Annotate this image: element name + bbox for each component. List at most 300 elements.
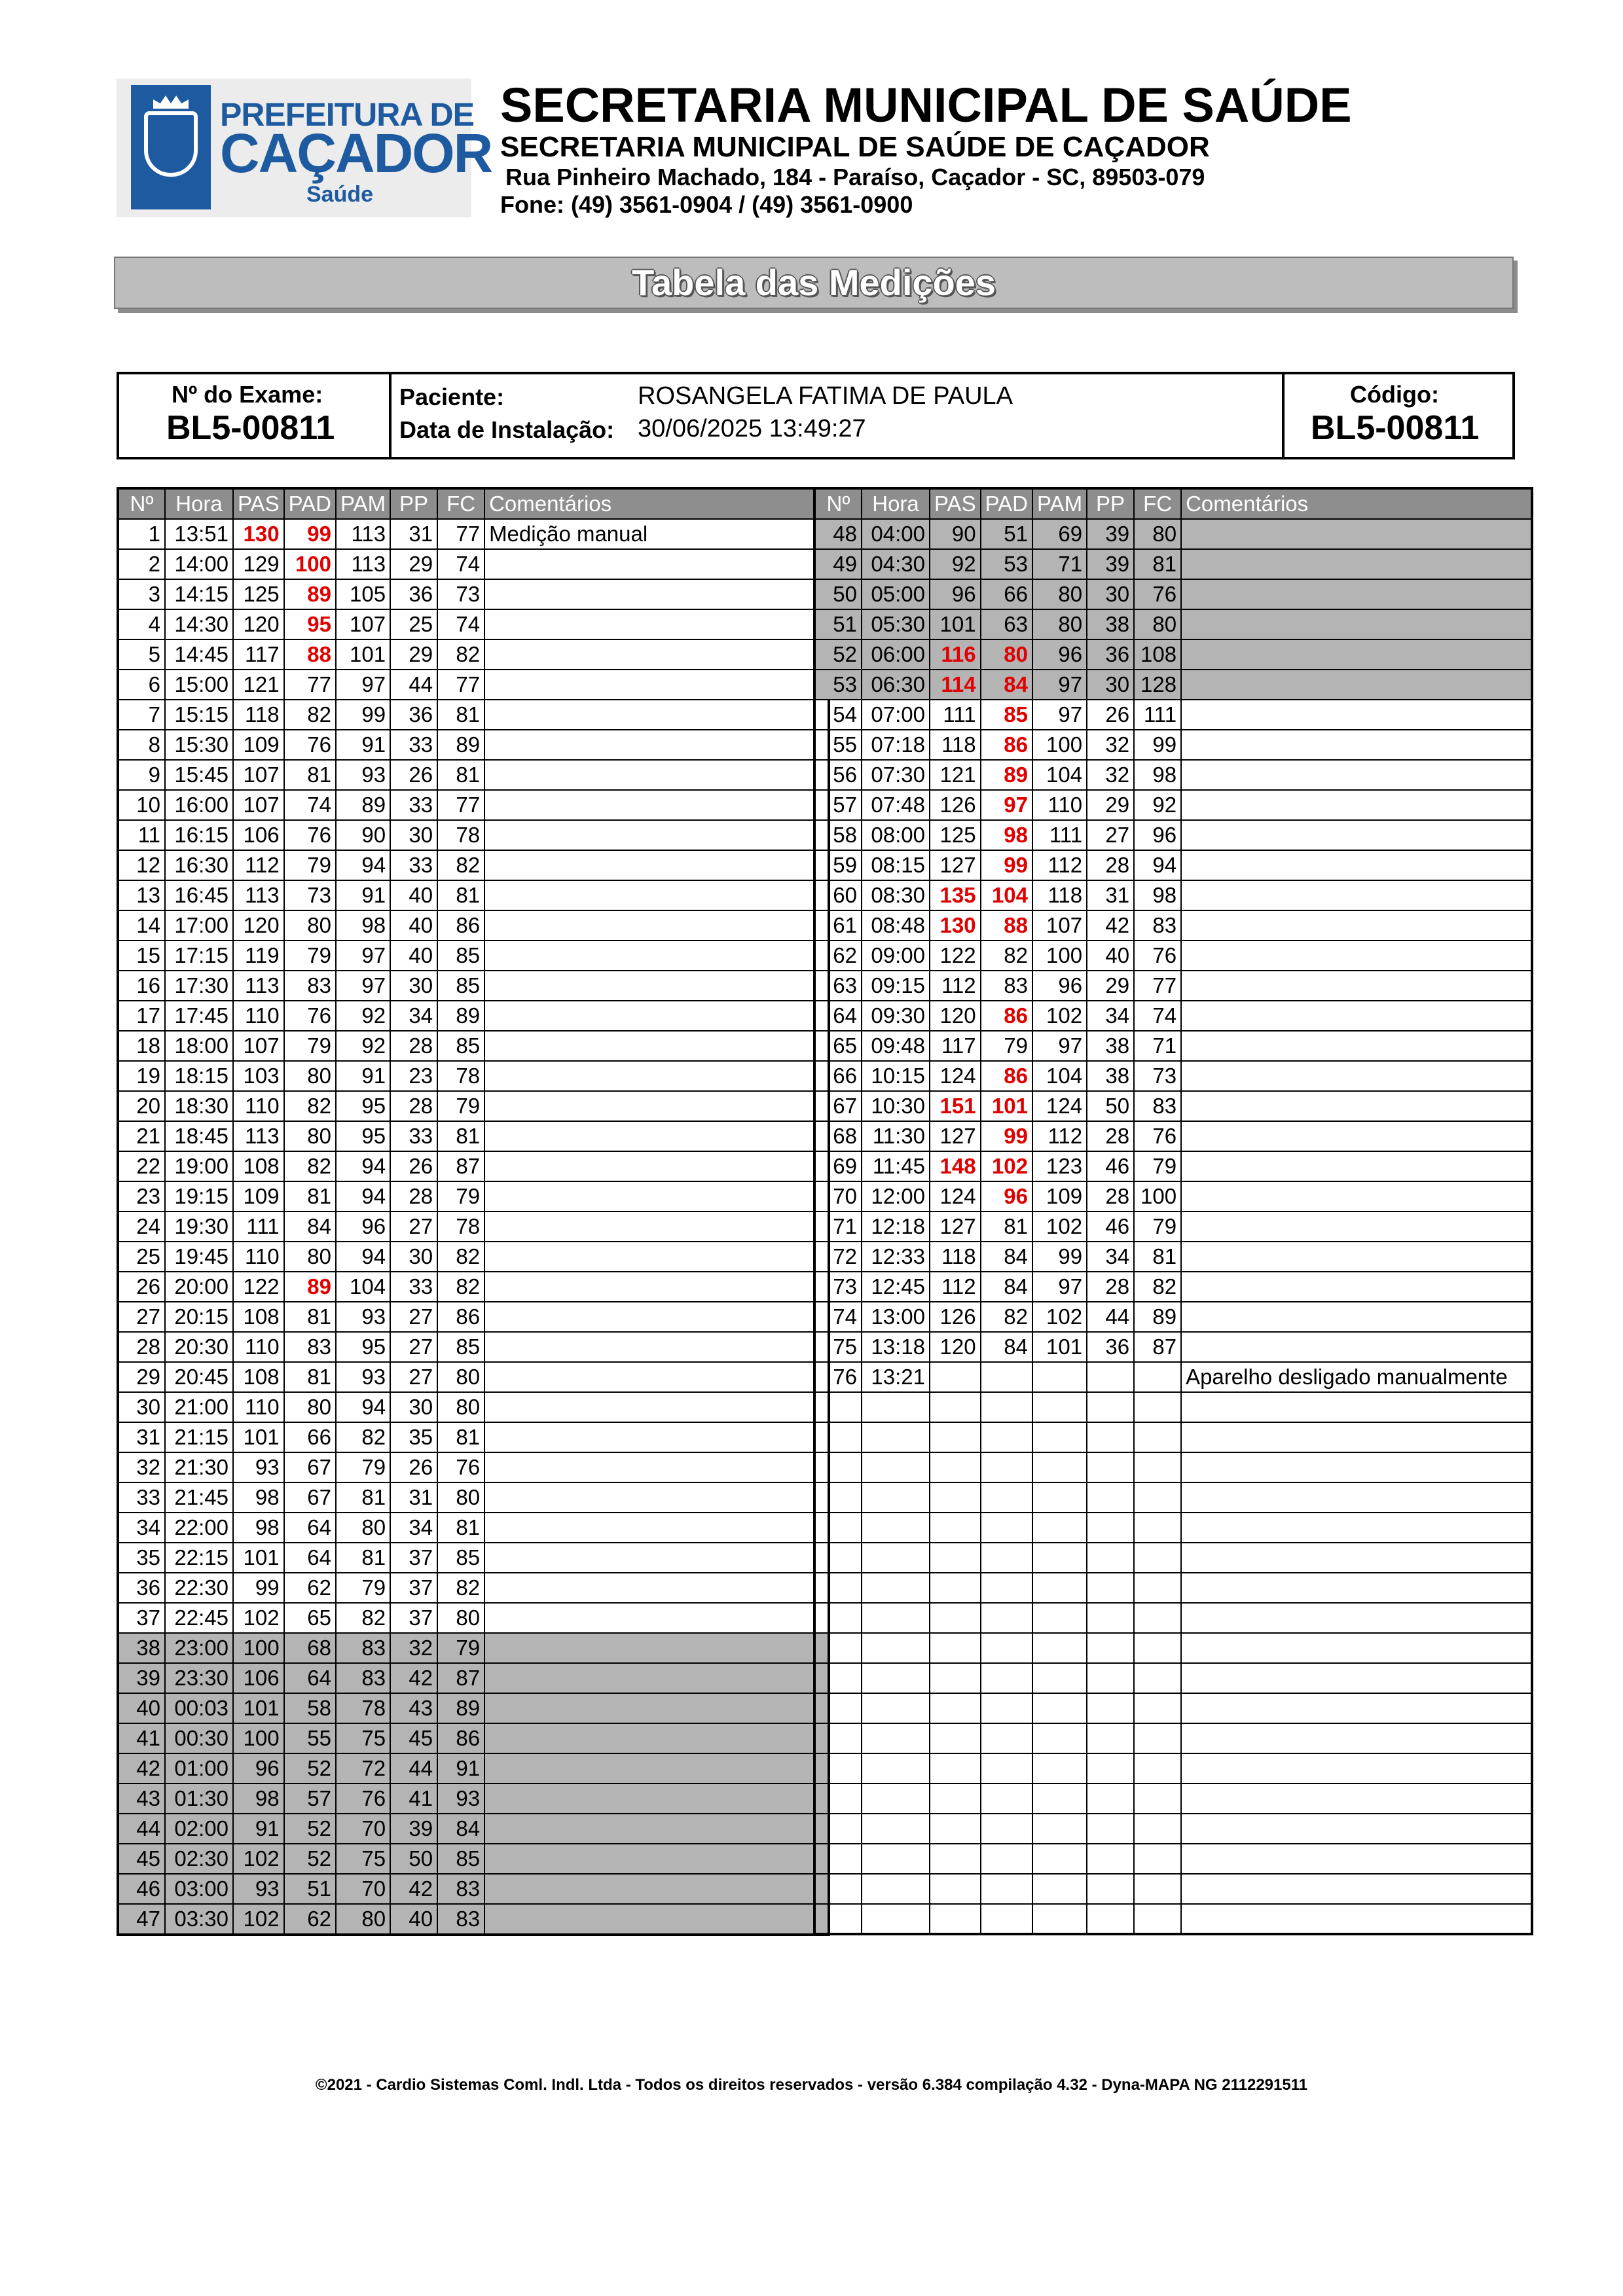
cell-comment: [1181, 1031, 1532, 1061]
cell-comment: [484, 880, 829, 910]
cell-pam: 102: [1032, 1211, 1087, 1242]
empty-row: [814, 1753, 1532, 1784]
cell-num: 67: [814, 1091, 862, 1121]
cell-hora: 08:48: [862, 910, 930, 941]
cell-hora: 21:15: [165, 1422, 233, 1452]
cell-num: 39: [118, 1663, 165, 1693]
cell-pad: 82: [284, 700, 336, 730]
cell-pam: 118: [1032, 880, 1087, 910]
cell-fc: 85: [437, 1844, 484, 1874]
cell-fc: 86: [437, 1302, 484, 1332]
cell-num: 5: [118, 639, 165, 670]
cell-pas: 112: [930, 1272, 981, 1302]
empty-cell: [862, 1874, 930, 1904]
cell-fc: 74: [1134, 1001, 1181, 1031]
cell-pam: 72: [336, 1753, 390, 1784]
code-label: Código:: [1350, 381, 1439, 408]
cell-num: 41: [118, 1723, 165, 1753]
cell-pad: 64: [284, 1663, 336, 1693]
empty-cell: [930, 1573, 981, 1603]
cell-fc: 89: [437, 1001, 484, 1031]
cell-hora: 07:18: [862, 730, 930, 760]
empty-cell: [930, 1633, 981, 1663]
cell-num: 75: [814, 1332, 862, 1362]
cell-pp: 33: [390, 1121, 437, 1151]
measurements-table-right: [813, 487, 1533, 1935]
cell-num: 13: [118, 880, 165, 910]
install-date: 30/06/2025 13:49:27: [638, 415, 866, 442]
cell-comment: [1181, 639, 1532, 670]
cell-fc: 82: [437, 1242, 484, 1272]
cell-num: 69: [814, 1151, 862, 1181]
empty-cell: [1181, 1904, 1532, 1934]
cell-fc: 86: [437, 1723, 484, 1753]
empty-cell: [1181, 1874, 1532, 1904]
cell-pad: 83: [284, 1332, 336, 1362]
cell-pas: 127: [930, 1211, 981, 1242]
empty-cell: [1134, 1482, 1181, 1513]
cell-fc: 87: [437, 1151, 484, 1181]
cell-pam: 83: [336, 1633, 390, 1663]
cell-pad: 79: [284, 850, 336, 880]
cell-pas: 113: [233, 880, 284, 910]
cell-pad: 84: [981, 1332, 1032, 1362]
city-crest-icon: [131, 85, 211, 209]
cell-comment: [484, 1001, 829, 1031]
cell-pam: 80: [336, 1513, 390, 1543]
empty-cell: [862, 1603, 930, 1633]
table-row: [814, 1362, 1532, 1392]
cell-pad: 79: [981, 1031, 1032, 1061]
cell-pam: 100: [1032, 730, 1087, 760]
cell-pp: 39: [1087, 549, 1134, 579]
empty-cell: [930, 1693, 981, 1723]
cell-pad: 84: [284, 1211, 336, 1242]
cell-fc: 81: [1134, 1242, 1181, 1272]
cell-pas: 101: [233, 1543, 284, 1573]
cell-pp: [1087, 1362, 1134, 1392]
cell-fc: 81: [437, 700, 484, 730]
cell-hora: 05:30: [862, 609, 930, 639]
cell-pad: 82: [981, 941, 1032, 971]
cell-num: 32: [118, 1452, 165, 1482]
empty-cell: [862, 1693, 930, 1723]
cell-pp: 33: [390, 790, 437, 820]
cell-comment: [484, 639, 829, 670]
cell-pam: 93: [336, 1302, 390, 1332]
table-row: [118, 730, 829, 760]
cell-hora: 22:15: [165, 1543, 233, 1573]
cell-pas: 92: [930, 549, 981, 579]
column-header-pam: PAM: [1032, 488, 1087, 519]
cell-pam: 76: [336, 1784, 390, 1814]
cell-pad: 88: [284, 639, 336, 670]
cell-pas: 117: [233, 639, 284, 670]
cell-hora: 13:00: [862, 1302, 930, 1332]
table-row: [118, 850, 829, 880]
empty-cell: [981, 1814, 1032, 1844]
cell-comment: [484, 1061, 829, 1091]
exam-info-box: [117, 372, 1515, 459]
cell-hora: 00:30: [165, 1723, 233, 1753]
cell-pp: 50: [390, 1844, 437, 1874]
cell-num: 20: [118, 1091, 165, 1121]
cell-pp: 45: [390, 1723, 437, 1753]
cell-pad: 57: [284, 1784, 336, 1814]
cell-pad: 52: [284, 1844, 336, 1874]
empty-cell: [1032, 1482, 1087, 1513]
empty-cell: [1032, 1633, 1087, 1663]
cell-comment: [484, 790, 829, 820]
cell-pad: 86: [981, 1001, 1032, 1031]
cell-fc: 128: [1134, 670, 1181, 700]
cell-pp: 28: [390, 1031, 437, 1061]
empty-cell: [1032, 1543, 1087, 1573]
column-header-comment: Comentários: [1181, 488, 1532, 519]
cell-comment: [1181, 1302, 1532, 1332]
empty-cell: [862, 1723, 930, 1753]
empty-row: [814, 1663, 1532, 1693]
empty-cell: [981, 1753, 1032, 1784]
empty-cell: [1181, 1513, 1532, 1543]
cell-comment: [484, 941, 829, 971]
cell-num: 27: [118, 1302, 165, 1332]
cell-pam: 113: [336, 549, 390, 579]
empty-cell: [1087, 1874, 1134, 1904]
cell-hora: 12:33: [862, 1242, 930, 1272]
empty-cell: [814, 1573, 862, 1603]
cell-pp: 42: [390, 1663, 437, 1693]
cell-pad: 80: [284, 1061, 336, 1091]
empty-cell: [814, 1753, 862, 1784]
empty-cell: [1134, 1723, 1181, 1753]
cell-comment: [484, 1904, 829, 1935]
cell-pad: 84: [981, 1242, 1032, 1272]
empty-cell: [1032, 1814, 1087, 1844]
cell-hora: 07:30: [862, 760, 930, 790]
empty-cell: [1032, 1663, 1087, 1693]
cell-pp: 29: [390, 549, 437, 579]
cell-pp: 30: [1087, 579, 1134, 609]
table-row: [118, 760, 829, 790]
cell-pas: 109: [233, 730, 284, 760]
cell-pam: 112: [1032, 850, 1087, 880]
address: Rua Pinheiro Machado, 184 - Paraíso, Caçador - SC, 89503-079: [505, 164, 1205, 190]
cell-hora: 16:00: [165, 790, 233, 820]
cell-fc: 73: [437, 579, 484, 609]
empty-cell: [1181, 1422, 1532, 1452]
empty-cell: [862, 1573, 930, 1603]
cell-pad: 73: [284, 880, 336, 910]
table-row: [118, 941, 829, 971]
cell-pam: 91: [336, 880, 390, 910]
cell-fc: 108: [1134, 639, 1181, 670]
column-header-comment: Comentários: [484, 488, 829, 519]
cell-comment: Medição manual: [484, 519, 829, 549]
cell-pp: 26: [1087, 700, 1134, 730]
cell-comment: [484, 1272, 829, 1302]
cell-pas: 129: [233, 549, 284, 579]
table-row: [814, 1332, 1532, 1362]
cell-hora: 03:30: [165, 1904, 233, 1935]
cell-comment: [1181, 700, 1532, 730]
cell-pp: 28: [1087, 1272, 1134, 1302]
cell-comment: [484, 1211, 829, 1242]
table-row: [814, 760, 1532, 790]
cell-fc: 82: [1134, 1272, 1181, 1302]
cell-pas: 102: [233, 1904, 284, 1935]
empty-cell: [1134, 1543, 1181, 1573]
cell-pad: 65: [284, 1603, 336, 1633]
empty-cell: [1134, 1603, 1181, 1633]
cell-pas: 103: [233, 1061, 284, 1091]
cell-fc: 96: [1134, 820, 1181, 850]
cell-pam: 69: [1032, 519, 1087, 549]
cell-pad: 82: [981, 1302, 1032, 1332]
cell-pas: 114: [930, 670, 981, 700]
empty-cell: [814, 1513, 862, 1543]
cell-comment: [1181, 760, 1532, 790]
cell-pp: 50: [1087, 1091, 1134, 1121]
empty-cell: [981, 1452, 1032, 1482]
cell-hora: 09:15: [862, 971, 930, 1001]
empty-cell: [1181, 1844, 1532, 1874]
cell-pam: 94: [336, 850, 390, 880]
column-header-pad: PAD: [284, 488, 336, 519]
cell-pam: 97: [336, 941, 390, 971]
cell-pas: 100: [233, 1633, 284, 1663]
cell-hora: 20:00: [165, 1272, 233, 1302]
empty-cell: [981, 1904, 1032, 1934]
cell-pp: 36: [390, 579, 437, 609]
code-value: BL5-00811: [1311, 409, 1480, 447]
cell-pam: 96: [1032, 639, 1087, 670]
table-row: [814, 850, 1532, 880]
cell-pas: 106: [233, 1663, 284, 1693]
empty-cell: [814, 1392, 862, 1422]
empty-cell: [1032, 1422, 1087, 1452]
cell-pp: 33: [390, 850, 437, 880]
empty-cell: [981, 1603, 1032, 1633]
cell-pp: 27: [390, 1362, 437, 1392]
cell-fc: 79: [1134, 1151, 1181, 1181]
empty-cell: [1134, 1663, 1181, 1693]
cell-num: 2: [118, 549, 165, 579]
table-row: [118, 880, 829, 910]
cell-pas: 124: [930, 1061, 981, 1091]
cell-num: 23: [118, 1181, 165, 1211]
cell-pam: 98: [336, 910, 390, 941]
cell-pad: 62: [284, 1904, 336, 1935]
cell-hora: 13:21: [862, 1362, 930, 1392]
cell-comment: [1181, 549, 1532, 579]
code-cell: [1282, 374, 1512, 457]
table-header-row: [118, 488, 829, 519]
cell-hora: 23:00: [165, 1633, 233, 1663]
cell-pad: [981, 1362, 1032, 1392]
cell-comment: [484, 1603, 829, 1633]
cell-hora: 06:30: [862, 670, 930, 700]
empty-cell: [1181, 1663, 1532, 1693]
empty-cell: [1087, 1392, 1134, 1422]
empty-cell: [1181, 1573, 1532, 1603]
empty-cell: [981, 1784, 1032, 1814]
cell-pam: 97: [1032, 670, 1087, 700]
cell-pad: 67: [284, 1452, 336, 1482]
column-header-pas: PAS: [233, 488, 284, 519]
cell-pam: 96: [336, 1211, 390, 1242]
table-row: [814, 790, 1532, 820]
cell-pad: 52: [284, 1814, 336, 1844]
table-row: [814, 1121, 1532, 1151]
cell-num: 47: [118, 1904, 165, 1935]
cell-pad: 96: [981, 1181, 1032, 1211]
cell-pas: 122: [930, 941, 981, 971]
cell-hora: 12:18: [862, 1211, 930, 1242]
cell-num: 4: [118, 609, 165, 639]
table-row: [118, 700, 829, 730]
footer-copyright: ©2021 - Cardio Sistemas Coml. Indl. Ltda - Todos os direitos reservados - versão 6.384 compilação 4.32 - Dyna-MAPA NG 2112291511: [315, 2076, 1308, 2094]
cell-hora: 02:00: [165, 1814, 233, 1844]
cell-pp: 27: [390, 1332, 437, 1362]
cell-pp: 40: [390, 880, 437, 910]
cell-pp: 46: [1087, 1211, 1134, 1242]
cell-comment: [484, 1573, 829, 1603]
cell-pas: 112: [930, 971, 981, 1001]
cell-pp: 42: [390, 1874, 437, 1904]
cell-pad: 82: [284, 1091, 336, 1121]
cell-hora: 09:00: [862, 941, 930, 971]
empty-cell: [1134, 1904, 1181, 1934]
empty-cell: [981, 1723, 1032, 1753]
empty-cell: [1134, 1573, 1181, 1603]
table-row: [118, 1151, 829, 1181]
cell-pas: 106: [233, 820, 284, 850]
cell-comment: [484, 1392, 829, 1422]
empty-row: [814, 1844, 1532, 1874]
cell-hora: 15:00: [165, 670, 233, 700]
cell-pam: 75: [336, 1723, 390, 1753]
empty-cell: [1032, 1844, 1087, 1874]
cell-pp: 33: [390, 1272, 437, 1302]
empty-cell: [1134, 1874, 1181, 1904]
cell-pp: 28: [1087, 1181, 1134, 1211]
cell-hora: 16:45: [165, 880, 233, 910]
empty-row: [814, 1513, 1532, 1543]
cell-pad: 84: [981, 670, 1032, 700]
cell-hora: 04:30: [862, 549, 930, 579]
cell-num: 65: [814, 1031, 862, 1061]
empty-cell: [1181, 1603, 1532, 1633]
cell-hora: 18:00: [165, 1031, 233, 1061]
empty-row: [814, 1904, 1532, 1934]
table-row: [814, 1031, 1532, 1061]
cell-comment: [1181, 609, 1532, 639]
cell-fc: 99: [1134, 730, 1181, 760]
table-row: [118, 1242, 829, 1272]
cell-comment: [484, 1362, 829, 1392]
cell-comment: [484, 1693, 829, 1723]
cell-pad: 97: [981, 790, 1032, 820]
cell-pam: 110: [1032, 790, 1087, 820]
cell-fc: 85: [437, 941, 484, 971]
cell-num: 63: [814, 971, 862, 1001]
empty-row: [814, 1633, 1532, 1663]
column-header-pp: PP: [1087, 488, 1134, 519]
document-title: SECRETARIA MUNICIPAL DE SAÚDE: [500, 78, 1352, 132]
empty-cell: [1087, 1452, 1134, 1482]
cell-pad: 80: [284, 910, 336, 941]
empty-cell: [862, 1784, 930, 1814]
cell-hora: 02:30: [165, 1844, 233, 1874]
empty-cell: [862, 1753, 930, 1784]
table-row: [118, 910, 829, 941]
cell-pam: 94: [336, 1151, 390, 1181]
cell-pad: 64: [284, 1513, 336, 1543]
cell-hora: 00:03: [165, 1693, 233, 1723]
cell-pad: 98: [981, 820, 1032, 850]
cell-comment: [484, 1543, 829, 1573]
empty-cell: [1134, 1814, 1181, 1844]
cell-num: 37: [118, 1603, 165, 1633]
cell-hora: 07:00: [862, 700, 930, 730]
cell-hora: 18:45: [165, 1121, 233, 1151]
cell-fc: 74: [437, 549, 484, 579]
table-row: [814, 971, 1532, 1001]
cell-fc: 77: [437, 670, 484, 700]
cell-num: 52: [814, 639, 862, 670]
cell-fc: 92: [1134, 790, 1181, 820]
cell-fc: 81: [437, 1422, 484, 1452]
empty-cell: [862, 1633, 930, 1663]
empty-cell: [981, 1693, 1032, 1723]
cell-pas: 109: [233, 1181, 284, 1211]
table-row: [814, 1302, 1532, 1332]
cell-pp: 30: [390, 1392, 437, 1422]
cell-pp: 43: [390, 1693, 437, 1723]
empty-cell: [814, 1723, 862, 1753]
empty-cell: [814, 1422, 862, 1452]
empty-cell: [814, 1663, 862, 1693]
cell-pas: 101: [233, 1422, 284, 1452]
cell-pam: 102: [1032, 1001, 1087, 1031]
empty-row: [814, 1814, 1532, 1844]
cell-fc: 100: [1134, 1181, 1181, 1211]
patient-name: ROSANGELA FATIMA DE PAULA: [638, 382, 1013, 410]
cell-pp: 26: [390, 1452, 437, 1482]
cell-num: 76: [814, 1362, 862, 1392]
empty-cell: [1032, 1874, 1087, 1904]
cell-pam: 97: [336, 670, 390, 700]
cell-pad: 79: [284, 941, 336, 971]
table-row: [118, 1061, 829, 1091]
cell-pad: 66: [284, 1422, 336, 1452]
cell-num: 17: [118, 1001, 165, 1031]
cell-comment: [484, 1031, 829, 1061]
cell-pam: 97: [1032, 700, 1087, 730]
empty-row: [814, 1482, 1532, 1513]
empty-cell: [1087, 1904, 1134, 1934]
cell-fc: 86: [437, 910, 484, 941]
cell-pas: 121: [233, 670, 284, 700]
cell-fc: 77: [437, 519, 484, 549]
cell-fc: 80: [437, 1603, 484, 1633]
cell-pad: 89: [284, 1272, 336, 1302]
empty-cell: [1134, 1784, 1181, 1814]
table-row: [814, 549, 1532, 579]
cell-comment: Aparelho desligado manualmente: [1181, 1362, 1532, 1392]
cell-comment: [1181, 910, 1532, 941]
